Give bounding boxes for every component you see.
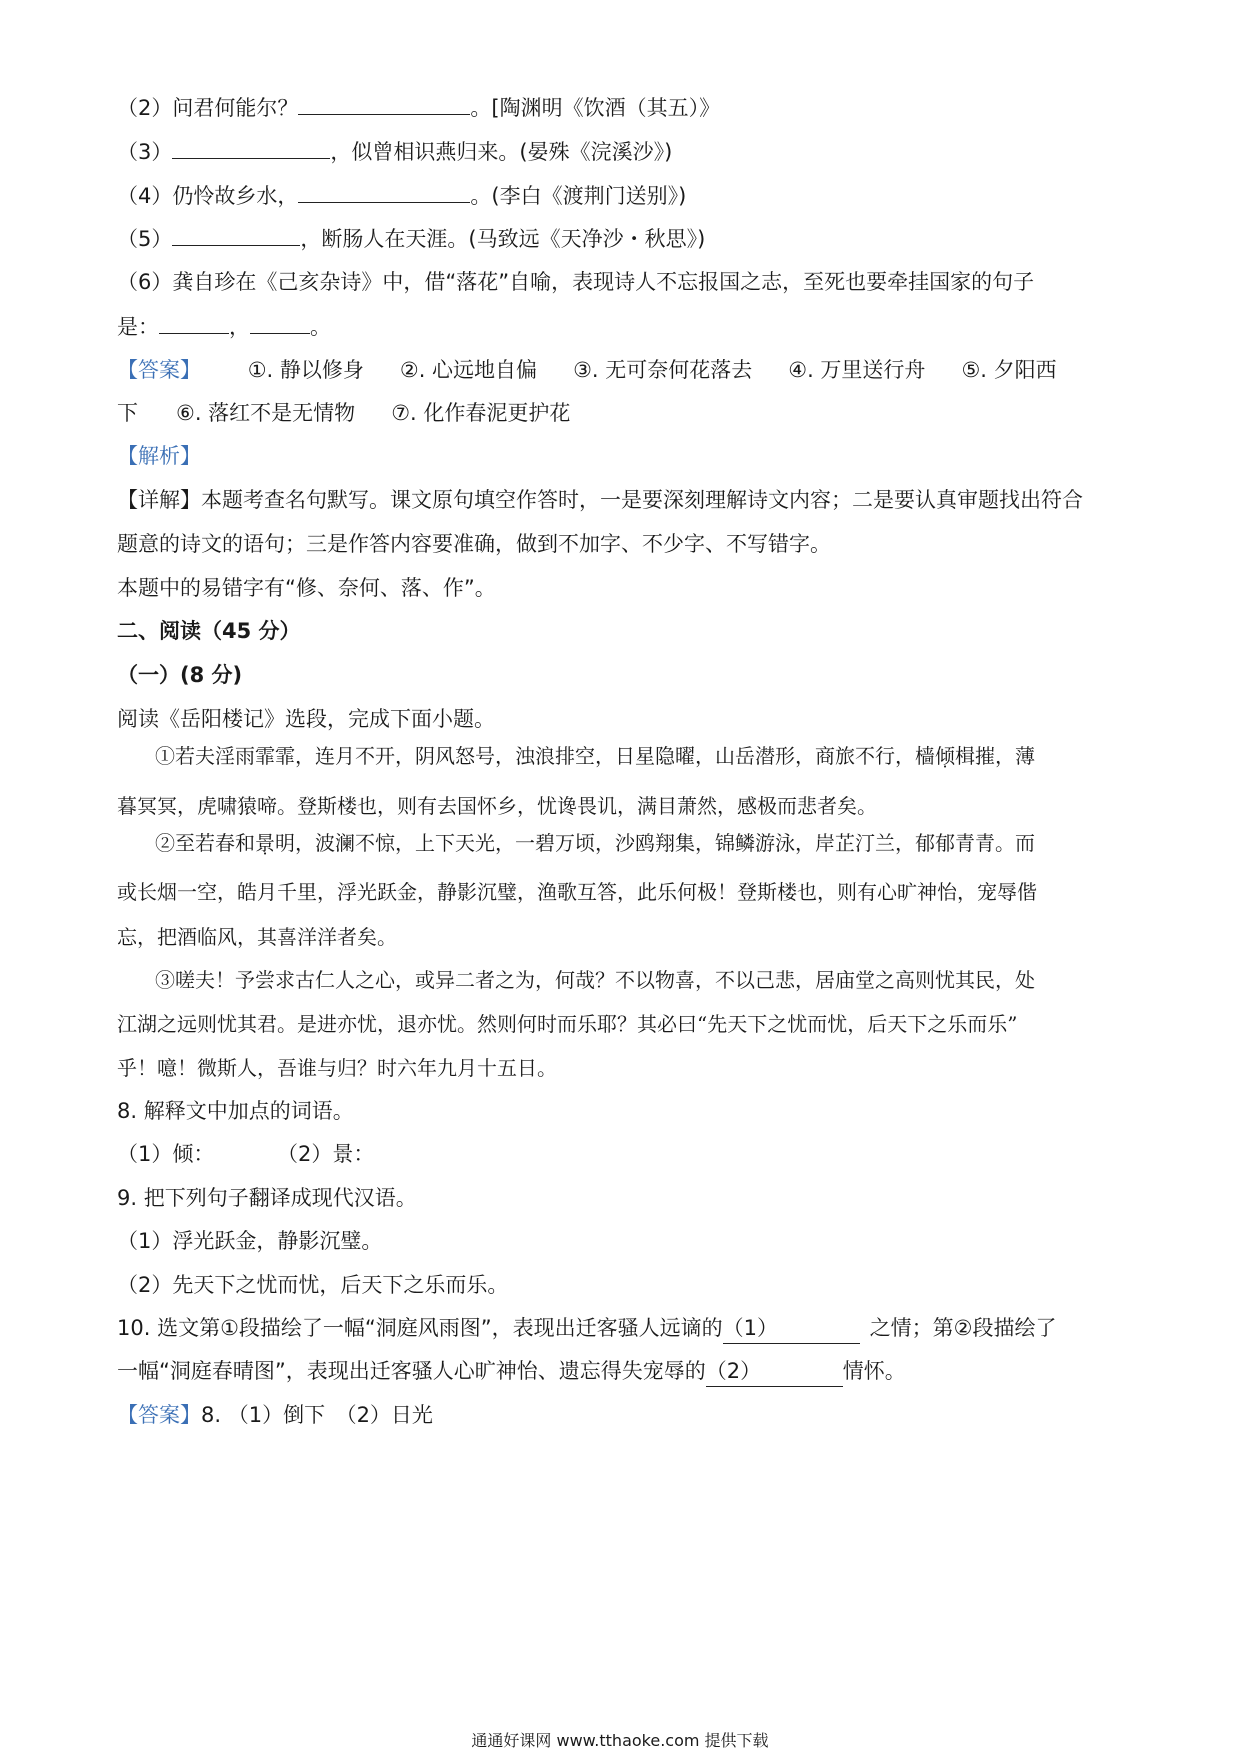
answer-item: ③. 无可奈何花落去 <box>573 358 753 382</box>
passage-p3-line3: 乎！噫！微斯人，吾谁与归？时六年九月十五日。 <box>117 1056 557 1080</box>
question-2: （2）问君何能尔？ 。[陶渊明《饮酒（其五）》 <box>117 92 1130 123</box>
answer-item: ⑤. 夕阳西 <box>961 358 1057 382</box>
answer-label: 【答案】 <box>117 358 201 382</box>
analysis-detail: 【详解】本题考查名句默写。课文原句填空作答时，一是要深刻理解诗文内容；二是要认真审题找出符合 <box>117 488 1083 512</box>
question-6-answer-line: 是： ， 。 <box>117 311 1130 342</box>
question-10-line1: 10. 选文第①段描绘了一幅“洞庭风雨图”，表现出迁客骚人远谪的（1） 之情；第②段描绘了 <box>117 1313 1130 1344</box>
analysis-label: 【解析】 <box>117 444 201 468</box>
blank: （1） <box>723 1313 860 1344</box>
answer-label: 【答案】 <box>117 1403 201 1427</box>
analysis-detail-2: 题意的诗文的语句；三是作答内容要准确，做到不加字、不少字、不写错字。 <box>117 532 831 556</box>
blank <box>172 136 330 159</box>
question-6: （6）龚自珍在《己亥杂诗》中，借“落花”自喻，表现诗人不忘报国之志，至死也要牵挂国家的句子 <box>117 270 1035 294</box>
subsection-title: （一）(8 分) <box>117 663 243 687</box>
question-3: （3） ，似曾相识燕归来。(晏殊《浣溪沙》) <box>117 136 1130 167</box>
question-8: 8. 解释文中加点的词语。 <box>117 1099 354 1123</box>
dotted-word: 倾 <box>935 744 955 768</box>
passage-p3-line2: 江湖之远则忧其君。是进亦忧，退亦忧。然则何时而乐耶？其必曰“先天下之忧而忧，后天下之乐而乐” <box>117 1012 1018 1036</box>
analysis-detail-3: 本题中的易错字有“修、奈何、落、作”。 <box>117 576 496 600</box>
passage-p2-line2: 或长烟一空，皓月千里，浮光跃金，静影沉璧，渔歌互答，此乐何极！登斯楼也，则有心旷神怡，宠辱偕 <box>117 880 1037 904</box>
detail-label: 【详解】 <box>117 488 201 512</box>
answer-item: ①. 静以修身 <box>247 358 364 382</box>
answer-item: ⑦. 化作春泥更护花 <box>391 401 571 425</box>
blank <box>159 311 229 334</box>
blank <box>298 180 470 203</box>
reading-intro: 阅读《岳阳楼记》选段，完成下面小题。 <box>117 707 495 731</box>
passage-p2-line1: ②至若春和景明，波澜不惊，上下天光，一碧万顷，沙鸥翔集，锦鳞游泳，岸芷汀兰，郁郁青青。而 <box>155 831 1035 855</box>
blank <box>172 223 300 246</box>
passage-p1-line1: ①若夫淫雨霏霏，连月不开，阴风怒号，浊浪排空，日星隐曜，山岳潜形，商旅不行，樯倾楫摧，薄 <box>155 744 1035 768</box>
question-4: （4）仍怜故乡水， 。(李白《渡荆门送别》) <box>117 180 1130 211</box>
answer-item: ⑥. 落红不是无情物 <box>176 401 356 425</box>
passage-p2-line3: 忘，把酒临风，其喜洋洋者矣。 <box>117 925 397 949</box>
passage-p3-line1: ③嗟夫！予尝求古仁人之心，或异二者之为，何哉？不以物喜，不以己悲，居庙堂之高则忧其民，处 <box>155 968 1035 992</box>
blank <box>250 311 310 334</box>
dotted-word: 景 <box>255 831 275 855</box>
question-5: （5） ，断肠人在天涯。(马致远《天净沙・秋思》) <box>117 223 1130 254</box>
answer-block-1 <box>117 355 1130 385</box>
answer-block-2: 【答案】8. （1）倒下 （2）日光 <box>117 1403 433 1427</box>
passage-p1-line2: 暮冥冥，虎啸猿啼。登斯楼也，则有去国怀乡，忧谗畏讥，满目萧然，感极而悲者矣。 <box>117 794 877 818</box>
answer-item: ④. 万里送行舟 <box>788 358 926 382</box>
question-8-items: （1）倾： （2）景： <box>117 1142 375 1166</box>
question-9: 9. 把下列句子翻译成现代汉语。 <box>117 1186 417 1210</box>
answer-item: ②. 心远地自偏 <box>399 358 538 382</box>
question-9-item-1: （1）浮光跃金，静影沉璧。 <box>117 1229 383 1253</box>
blank: （2） <box>706 1356 843 1387</box>
answer-block-1-cont: 下 ⑥. 落红不是无情物 ⑦. 化作春泥更护花 <box>117 398 1130 428</box>
question-9-item-2: （2）先天下之忧而忧，后天下之乐而乐。 <box>117 1273 509 1297</box>
section-title: 二、阅读（45 分） <box>117 619 301 643</box>
page-footer: 通通好课网 www.tthaoke.com 提供下载 <box>471 1731 769 1750</box>
question-10-line2: 一幅“洞庭春晴图”，表现出迁客骚人心旷神怡、遗忘得失宠辱的（2） 情怀。 <box>117 1356 1130 1387</box>
blank <box>298 92 470 115</box>
